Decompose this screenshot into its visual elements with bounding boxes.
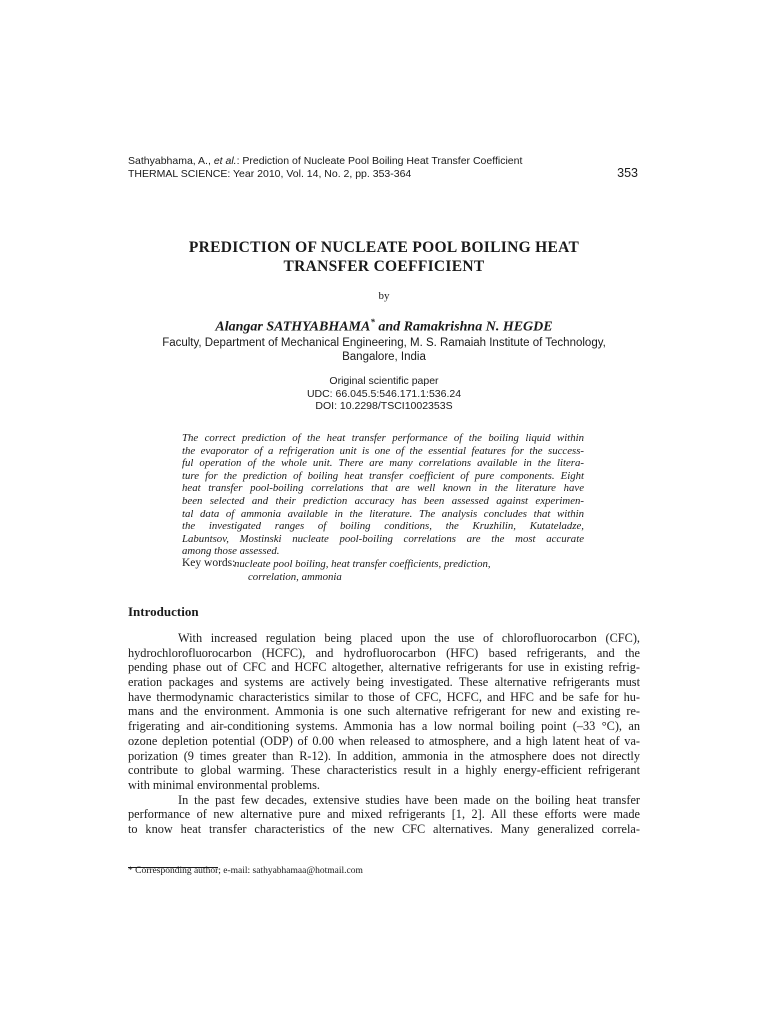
first-author: Alangar SATHYABHAMA <box>215 319 371 335</box>
keywords-line-1: nucleate pool boiling, heat transfer coefficients, prediction, <box>234 558 491 570</box>
body-line: porization (9 times greater than R-12). In addition, ammonia in the atmosphere does not directly <box>128 748 640 763</box>
body-line: to know heat transfer characteristics of the new CFC alternatives. Many generalized correla- <box>128 821 640 836</box>
abstract-line: ture for the prediction of boiling heat transfer coefficient of pure components. Eight <box>182 469 584 482</box>
body-line: contribute to global warming. These characteristics result in a highly energy-efficient refrigerant <box>128 763 640 778</box>
body-line: have thermodynamic characteristics similar to those of CFC, HCFC, and HFC and be safe for hu- <box>128 689 640 704</box>
header-etal: et al. <box>213 155 237 167</box>
footnote-text: Corresponding author; e-mail: sathyabhamaa@hotmail.com <box>132 866 363 876</box>
body-line: with minimal environmental problems. <box>128 777 320 792</box>
abstract-line: heat transfer pool-boiling correlations that are well known in the literature have <box>182 482 584 495</box>
paper-title-line-2: TRANSFER COEFFICIENT <box>283 258 485 275</box>
body-line: eration packages and systems are actively being investigated. These alternative refrigerants must <box>128 675 640 690</box>
second-author: and Ramakrishna N. HEGDE <box>374 319 553 335</box>
paper-type: Original scientific paper <box>329 375 439 387</box>
abstract-line: Labuntsov, Mostinski nucleate pool-boiling correlations are the most accurate <box>182 532 584 545</box>
affiliation <box>128 336 640 364</box>
body-text <box>128 631 640 837</box>
corresponding-marker: * <box>370 317 375 327</box>
footnote-marker: * <box>128 866 133 876</box>
abstract-line: been selected and their prediction accuracy has been assessed against experimen- <box>182 494 584 507</box>
footnote <box>128 866 363 876</box>
abstract-line: The correct prediction of the heat transfer performance of the boiling liquid within <box>182 432 584 444</box>
doi: DOI: 10.2298/TSCI1002353S <box>315 400 453 412</box>
abstract-line: among those assessed. <box>182 545 280 558</box>
body-line: frigerating and air-conditioning systems. Ammonia has a low normal boiling point (–33 °C), an <box>128 719 640 734</box>
affiliation-line-1: Faculty, Department of Mechanical Engineering, M. S. Ramaiah Institute of Technology, <box>162 337 606 349</box>
body-line: hydrochlorofluorocarbon (HCFC), and hydrofluorocarbon (HFC) based refrigerants, and the <box>128 645 640 660</box>
section-heading-introduction: Introduction <box>128 604 199 619</box>
keywords-line-2: correlation, ammonia <box>248 571 342 583</box>
abstract-line: the investigated ranges of boiling conditions, the Kruzhilin, Kutateladze, <box>182 520 584 533</box>
affiliation-line-2: Bangalore, India <box>342 351 426 363</box>
body-line: performance of new alternative pure and mixed refrigerants [1, 2]. All these efforts were made <box>128 807 640 822</box>
body-line: mans and the environment. Ammonia is one such alternative refrigerant for new and existing re- <box>128 704 640 719</box>
udc-code: UDC: 66.045.5:546.171.1:536.24 <box>306 387 462 400</box>
paper-info <box>128 375 640 413</box>
author-names <box>128 317 640 336</box>
page-number: 353 <box>617 166 638 180</box>
keywords-label: Key words: <box>182 557 236 569</box>
running-header-title <box>128 155 522 167</box>
abstract-line: ful operation of the whole unit. There are many correlations available in the litera- <box>182 457 584 470</box>
abstract-line: the evaporator of a refrigeration unit is one of the essential features for the success- <box>182 444 584 457</box>
abstract <box>182 432 584 558</box>
paper-title <box>128 238 640 276</box>
body-line: In the past few decades, extensive studies have been made on the boiling heat transfer <box>178 792 640 807</box>
header-authors: Sathyabhama, A., <box>128 155 214 167</box>
header-paper-title: : Prediction of Nucleate Pool Boiling Heat Transfer Coefficient <box>236 155 523 167</box>
abstract-line: tal data of ammonia available in the literature. The analysis concludes that within <box>182 507 584 520</box>
running-header-journal: THERMAL SCIENCE: Year 2010, Vol. 14, No. 2, pp. 353-364 <box>128 168 412 180</box>
body-line: pending phase out of CFC and HCFC altogether, alternative refrigerants for use in existing refrig- <box>128 660 640 675</box>
paper-title-line-1: PREDICTION OF NUCLEATE POOL BOILING HEAT <box>188 239 580 256</box>
body-line: With increased regulation being placed upon the use of chlorofluorocarbon (CFC), <box>178 631 640 645</box>
by-line: by <box>378 290 390 302</box>
body-line: ozone depletion potential (ODP) of 0.00 when released to atmosphere, and a high latent heat of va- <box>128 733 640 748</box>
